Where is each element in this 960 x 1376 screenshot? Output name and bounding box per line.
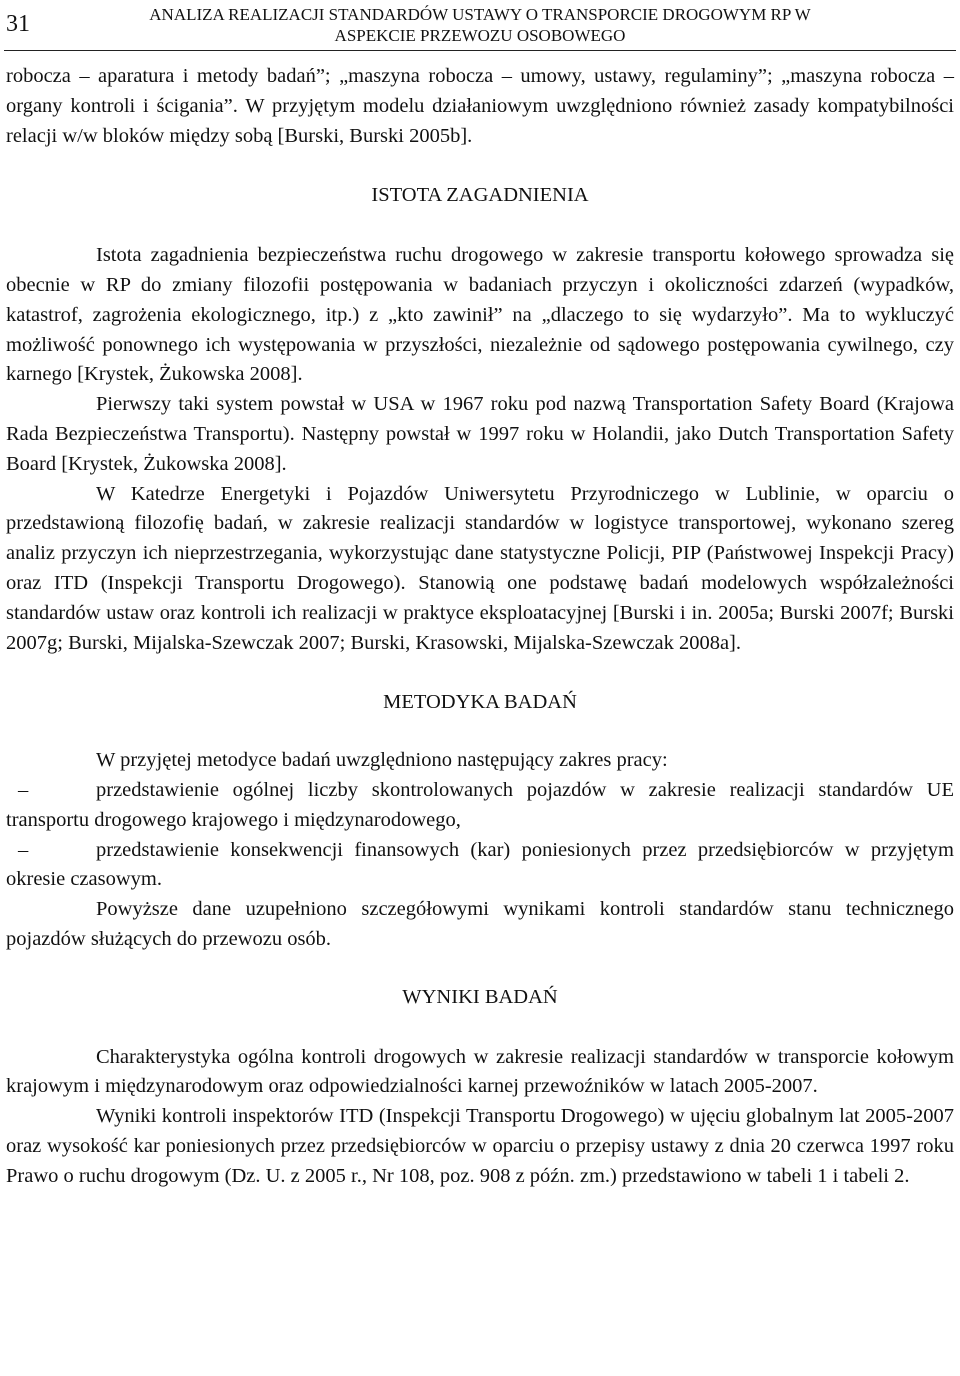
running-head [100,4,860,46]
list-item-text: przedstawienie ogólnej liczby skontrolowanych pojazdów w zakresie realizacji standardów UE transportu drogowego krajowego i międzynarodowego, [6,778,954,831]
dash-bullet: – [18,838,29,861]
section-heading-istota: ISTOTA ZAGADNIENIA [371,184,589,207]
body-paragraph: Charakterystyka ogólna kontroli drogowych w zakresie realizacji standardów w transporcie kołowym krajowym i międzynarodowym oraz odpowiedzialności karnej przewoźników w latach 2005-2007. [6,1045,954,1098]
list-item-text: przedstawienie konsekwencji finansowych (kar) poniesionych przez przedsiębiorców w przyjętym okresie czasowym. [6,838,954,891]
body-paragraph: Wyniki kontroli inspektorów ITD (Inspekcji Transportu Drogowego) w ujęciu globalnym lat 2005-2007 oraz wysokość kar poniesionych przez przedsiębiorców w oparciu o przepisy ustawy z dnia 20 czerwca 1997 roku Prawo o ruchu drogowym (Dz. U. z 2005 r., Nr 108, poz. 908 z późn. zm.) przedstawiono w tabeli 1 i tabeli 2. [6,1105,954,1187]
list-lead: W przyjętej metodyce badań uwzględniono następujący zakres pracy: [96,749,668,772]
list-item [6,776,954,836]
body-paragraph: Pierwszy taki system powstał w USA w 1967 roku pod nazwą Transportation Safety Board (Krajowa Rada Bezpieczeństwa Transportu). Następny powstał w 1997 roku w Holandii, jako Dutch Transportation Safety Board [Krystek, Żukowska 2008]. [6,393,954,475]
body-paragraph: Istota zagadnienia bezpieczeństwa ruchu drogowego w zakresie transportu kołowego sprowadza się obecnie w RP do zmiany filozofii postępowania w badaniach przyczyn i okoliczności zdarzeń (wypadków, katastrof, zagrożenia ekologicznego, itp.) z „kto zawinił” na „dlaczego to się wydarzyło”. Ma to wykluczyć możliwość ponownego ich występowania w przyszłości, niezależnie od sądowego postępowania cywilnego, czy karnego [Krystek, Żukowska 2008]. [6,244,954,386]
body-paragraph: W Katedrze Energetyki i Pojazdów Uniwersytetu Przyrodniczego w Lublinie, w oparciu o przedstawioną filozofię badań, w zakresie realizacji standardów w logistyce transportowej, wykonano szereg analiz przyczyn ich nieprzestrzegania, wykorzystując dane statystyczne Policji, PIP (Państwowej Inspekcji Pracy) oraz ITD (Inspekcji Transportu Drogowego). Stanowią one podstawę badań modelowych współzależności standardów ustaw oraz kontroli ich realizacji w praktyce eksploatacyjnej [Burski i in. 2005a; Burski 2007f; Burski 2007g; Burski, Mijalska-Szewczak 2007; Burski, Krasowski, Mijalska-Szewczak 2008a]. [6,482,954,654]
header-rule [4,50,956,51]
page-header [0,0,960,56]
intro-paragraph: robocza – aparatura i metody badań”; „maszyna robocza – umowy, ustawy, regulaminy”; „maszyna robocza – organy kontroli i ścigania”. W przyjętym modelu działaniowym uwzględniono również zasady kompatybilności relacji w/w bloków między sobą [Burski, Burski 2005b]. [6,65,954,147]
running-head-line-2: ASPEKCIE PRZEWOZU OSOBOWEGO [334,26,626,45]
section-heading-wyniki: WYNIKI BADAŃ [402,985,558,1008]
section-heading-metodyka: METODYKA BADAŃ [383,691,577,714]
list-item [6,836,954,896]
page-body [6,62,954,1192]
body-paragraph: Powyższe dane uzupełniono szczegółowymi wynikami kontroli standardów stanu technicznego pojazdów służących do przewozu osób. [6,898,954,950]
running-head-line-1: ANALIZA REALIZACJI STANDARDÓW USTAWY O TRANSPORCIE DROGOWYM RP W [149,5,811,24]
page-number: 31 [6,11,30,37]
dash-bullet: – [18,778,29,801]
